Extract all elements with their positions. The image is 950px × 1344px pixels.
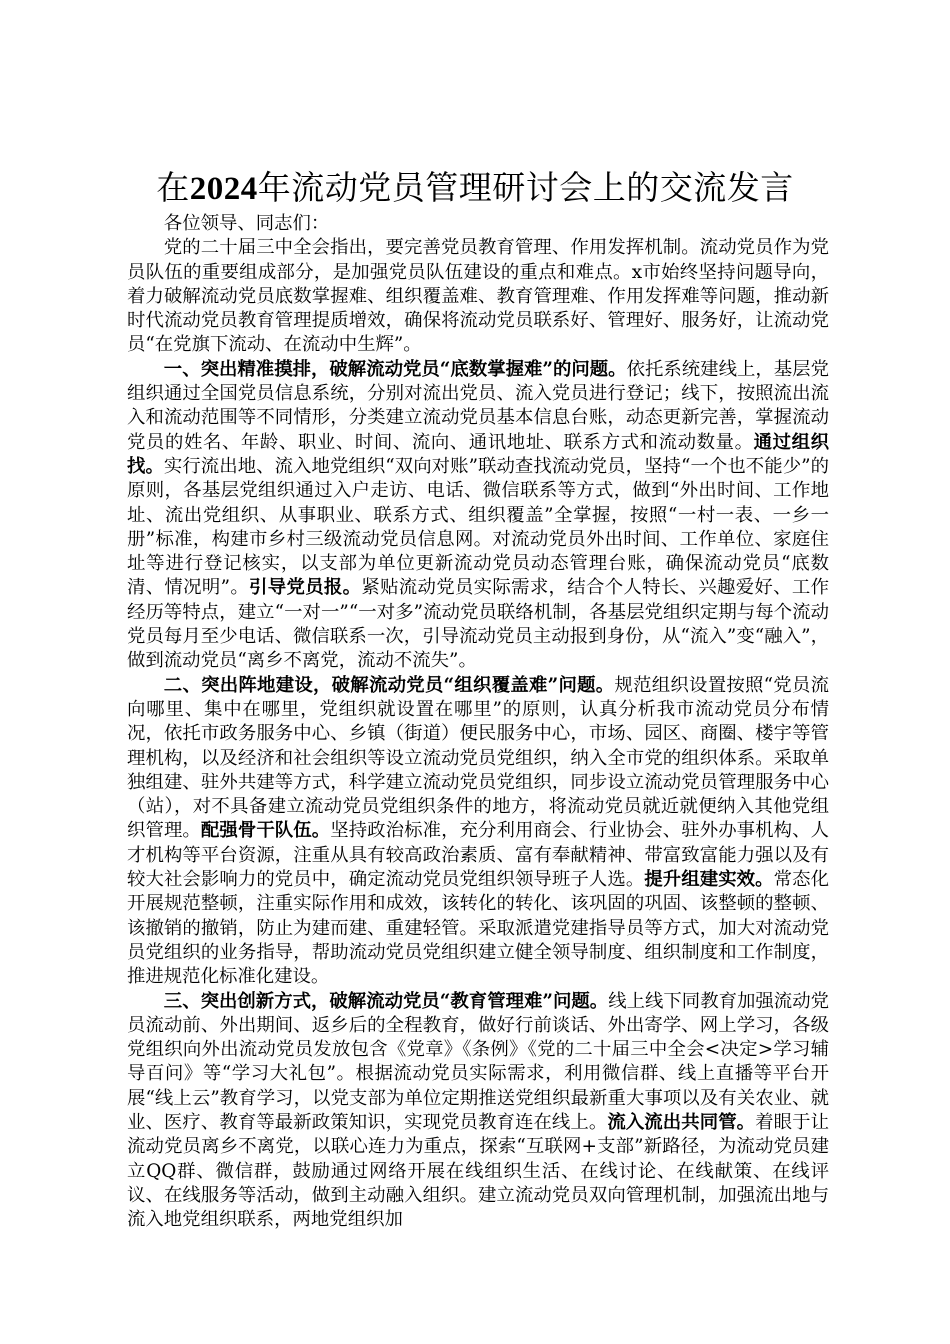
intro-text: 党的二十届三中全会指出，要完善党员教育管理、作用发挥机制。流动党员作为党员队伍的重要组成部分，是加强党员队伍建设的重点和难点。x市始终坚持问题导向，着力破解流动党员底数掌握难、组织覆盖难、教育管理难、作用发挥难等问题，推动新时代流动党员教育管理提质增效，确保将流动党员联系好、管理好、服务好，让流动党员“在党旗下流动、在流动中生辉”。 [127,237,829,356]
title-prefix: 在 [156,168,190,207]
section-1-text-2: 实行流出地、流入地党组织“双向对账”联动查找流动党员，坚持“一个也不能少”的原则，各基层党组织通过入户走访、电话、微信联系等方式，做到“外出时间、工作地址、流出党组织、从事职业、联系方式、组织覆盖”全掌握，按照“一村一表、一乡一册”标准，构建市乡村三级流动党员信息网。对流动党员外出时间、工作单位、家庭住址等进行登记核实，以支部为单位更新流动党员动态管理台账，确保流动党员“底数清、情况明”。 [127,455,829,599]
greeting-text: 各位领导、同志们： [163,213,330,234]
section-2-text-1: 规范组织设置按照“党员流向哪里、集中在哪里，党组织就设置在哪里”的原则，认真分析我市流动党员分布情况，依托市政务服务中心、乡镇（街道）便民服务中心，市场、园区、商圈、楼宇等管理机构，以及经济和社会组织等设立流动党员党组织，纳入全市党的组织体系。采取单独组建、驻外共建等方式，科学建立流动党员党组织，同步设立流动党员管理服务中心（站），对不具备建立流动党员党组织条件的地方，将流动党员就近就便纳入其他党组织管理。 [127,674,829,842]
document-title [60,166,890,211]
section-3-subheading-1: 流入流出共同管。 [607,1111,756,1133]
section-3-heading: 三、突出创新方式，破解流动党员“教育管理难”问题。 [163,990,609,1012]
section-1-subheading-1: 通过组织找。 [127,431,829,477]
section-2-paragraph [127,674,829,990]
intro-paragraph [127,236,829,357]
section-1-paragraph [127,358,829,674]
section-1-subheading-2: 引导党员报。 [249,577,362,599]
section-2-text-2: 坚持政治标准，充分利用商会、行业协会、驻外办事机构、人才机构等平台资源，注重从具有较高政治素质、富有奉献精神、带富致富能力强以及有较大社会影响力的党员中，确定流动党员党组织领导班子人选。 [127,820,829,891]
greeting-paragraph [127,212,829,236]
section-2-text-3: 常态化开展规范整顿，注重实际作用和成效，该转化的转化、该巩固的巩固、该整顿的整顿、该撤销的撤销，防止为建而建、重建轻管。采取派遣党建指导员等方式，加大对流动党员党组织的业务指导，帮助流动党员党组织建立健全领导制度、组织制度和工作制度，推进规范化标准化建设。 [127,869,829,988]
section-1-text-3: 紧贴流动党员实际需求，结合个人特长、兴趣爱好、工作经历等特点，建立“一对一”“一对多”流动党员联络机制，各基层党组织定期与每个流动党员每月至少电话、微信联系一次，引导流动党员主动报到身份，从“流入”变“融入”，做到流动党员“离乡不离党，流动不流失”。 [127,577,829,672]
section-2-subheading-2: 提升组建实效。 [644,869,774,891]
section-2-subheading-1: 配强骨干队伍。 [200,820,331,842]
section-2-heading: 二、突出阵地建设，破解流动党员“组织覆盖难”问题。 [163,674,615,696]
title-suffix: 年流动党员管理研讨会上的交流发言 [257,168,794,207]
section-1-heading: 一、突出精准摸排，破解流动党员“底数掌握难”的问题。 [163,358,627,380]
section-3-text-1: 线上线下同教育加强流动党员流动前、外出期间、返乡后的全程教育，做好行前谈话、外出寄学、网上学习，各级党组织向外出流动党员发放包含《党章》《条例》《党的二十届三中全会<决定>学习辅导百问》等“学习大礼包”。根据流动党员实际需求，利用微信群、线上直播等平台开展“线上云”教育学习，以党支部为单位定期推送党组织最新重大事项以及有关农业、就业、医疗、教育等最新政策知识，实现党员教育连在线上。 [127,990,829,1133]
section-1-text-1: 依托系统建线上，基层党组织通过全国党员信息系统，分别对流出党员、流入党员进行登记；线下，按照流出流入和流动范围等不同情形，分类建立流动党员基本信息台账，动态更新完善，掌握流动党员的姓名、年龄、职业、时间、流向、通讯地址、联系方式和流动数量。 [127,358,829,453]
document-body [127,212,829,1232]
section-3-paragraph [127,990,829,1233]
title-year: 2024 [189,171,258,207]
section-3-text-2: 着眼于让流动党员离乡不离党，以联心连力为重点，探索“互联网+支部”新路径，为流动党员建立QQ群、微信群，鼓励通过网络开展在线组织生活、在线讨论、在线献策、在线评议、在线服务等活动，做到主动融入组织。建立流动党员双向管理机制，加强流出地与流入地党组织联系，两地党组织加 [127,1111,829,1231]
